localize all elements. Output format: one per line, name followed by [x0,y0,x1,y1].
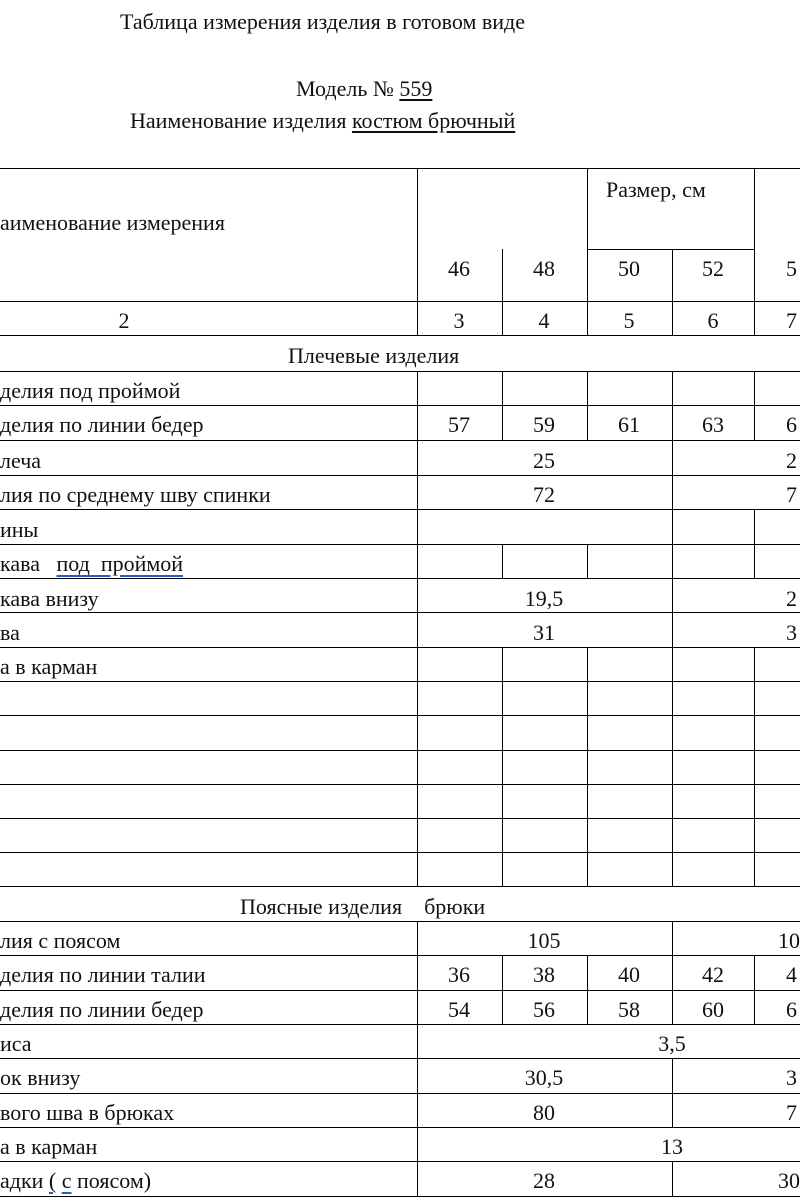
row-value: 30 [778,1168,800,1193]
table-rule [0,301,800,302]
size-value: 5 [786,256,797,281]
table-rule [0,681,800,682]
table-rule [0,1093,800,1094]
name-column-header: аименование измерения [0,210,225,235]
table-rule [672,578,673,647]
row-label-rest: поясом) [77,1168,152,1193]
row-value: 6 [786,997,797,1022]
row-value: 2 [786,448,797,473]
row-value: 10 [778,928,800,953]
table-rule [0,818,800,819]
table-rule [0,440,800,441]
model-number: 559 [399,76,433,101]
table-rule [754,371,755,440]
size-value: 52 [702,256,724,281]
table-rule [754,647,755,886]
table-rule [502,249,503,336]
row-label-underlined: под проймой [56,551,184,576]
row-label: леча [0,448,42,473]
section-title-shoulder: Плечевые изделия [288,343,460,368]
table-rule [587,955,588,1024]
row-label-text: кава [0,551,40,576]
table-rule [587,544,588,578]
table-rule [587,371,588,440]
table-rule [0,750,800,751]
size-value: 48 [533,256,555,281]
product-line [130,110,515,132]
row-value: 3 [786,1065,797,1090]
row-value: 60 [702,997,724,1022]
size-column-header: Размер, см [606,177,706,202]
row-label [0,553,183,575]
table-rule [0,578,800,579]
row-label: а в карман [0,1134,98,1159]
table-rule [672,1058,673,1127]
table-rule [672,371,673,578]
column-number: 3 [453,308,465,333]
row-label: ины [0,517,39,542]
product-label: Наименование изделия [130,108,347,133]
row-value: 13 [661,1134,683,1159]
table-rule [587,249,754,250]
table-rule [672,647,673,886]
table-rule [0,509,800,510]
row-label: вого шва в брюках [0,1100,175,1125]
size-value: 50 [618,256,640,281]
row-label-text: адки [0,1168,44,1193]
table-rule [587,647,588,886]
size-value: 46 [448,256,470,281]
table-rule [0,1024,800,1025]
table-rule [0,335,800,336]
table-rule [0,784,800,785]
product-name: костюм брючный [351,108,516,133]
table-rule [502,544,503,578]
row-value: 54 [448,997,470,1022]
row-label: лия с поясом [0,928,121,953]
row-value: 57 [448,412,470,437]
row-value: 28 [533,1168,555,1193]
column-number: 6 [707,308,719,333]
row-value: 7 [786,1100,797,1125]
table-rule [0,1058,800,1059]
row-value: 80 [533,1100,555,1125]
table-rule [672,1161,673,1196]
table-rule [754,955,755,1024]
row-value: 25 [533,448,555,473]
model-line [296,78,432,100]
table-rule [0,886,800,887]
table-rule [0,921,800,922]
row-value: 63 [702,412,724,437]
table-rule [587,168,588,336]
row-label: делия по линии талии [0,962,206,987]
row-value: 30,5 [524,1065,564,1090]
table-rule [0,647,800,648]
row-label: делия по линии бедер [0,412,204,437]
row-label: делия под проймой [0,378,181,403]
row-value: 105 [527,928,561,953]
table-rule [0,612,800,613]
table-rule [0,852,800,853]
section-title-waist: Поясные изделия брюки [240,894,486,919]
row-label [0,1170,151,1192]
table-rule [0,1161,800,1162]
row-value: 31 [533,620,555,645]
table-rule [0,371,800,372]
model-label: Модель № [296,76,394,101]
row-label: а в карман [0,654,98,679]
table-rule [0,405,800,406]
row-label: ва [0,620,20,645]
table-rule [417,371,418,886]
row-value: 72 [533,482,555,507]
column-number: 7 [786,308,797,333]
table-rule [754,168,755,336]
table-rule [417,921,418,1196]
table-rule [502,955,503,1024]
row-value: 61 [618,412,640,437]
table-rule [417,168,418,336]
row-label: делия по линии бедер [0,997,204,1022]
column-number: 2 [118,308,130,333]
table-rule [0,168,800,169]
row-label-paren: ( [48,1168,57,1193]
table-rule [502,647,503,886]
row-value: 3,5 [658,1031,686,1056]
row-label-c: с [61,1168,72,1193]
row-value: 6 [786,412,797,437]
row-value: 40 [618,962,640,987]
row-value: 38 [533,962,555,987]
row-value: 7 [786,482,797,507]
row-value: 3 [786,620,797,645]
table-rule [0,955,800,956]
row-label: кава внизу [0,586,99,611]
row-value: 59 [533,412,555,437]
row-value: 4 [786,962,797,987]
column-number: 5 [623,308,635,333]
table-rule [0,475,800,476]
table-rule [672,921,673,1024]
row-value: 36 [448,962,470,987]
table-rule [754,509,755,578]
row-value: 19,5 [524,586,564,611]
table-rule [0,715,800,716]
row-label: иса [0,1031,32,1056]
table-rule [0,544,800,545]
row-label: лия по среднему шву спинки [0,482,271,507]
row-value: 2 [786,586,797,611]
document-title: Таблица измерения изделия в готовом виде [120,9,526,34]
row-value: 42 [702,962,724,987]
table-rule [672,249,673,336]
table-rule [502,371,503,440]
column-number: 4 [538,308,550,333]
row-value: 58 [618,997,640,1022]
row-label: ок внизу [0,1065,81,1090]
row-value: 56 [533,997,555,1022]
table-rule [0,1196,800,1197]
table-rule [0,1127,800,1128]
table-rule [0,990,800,991]
